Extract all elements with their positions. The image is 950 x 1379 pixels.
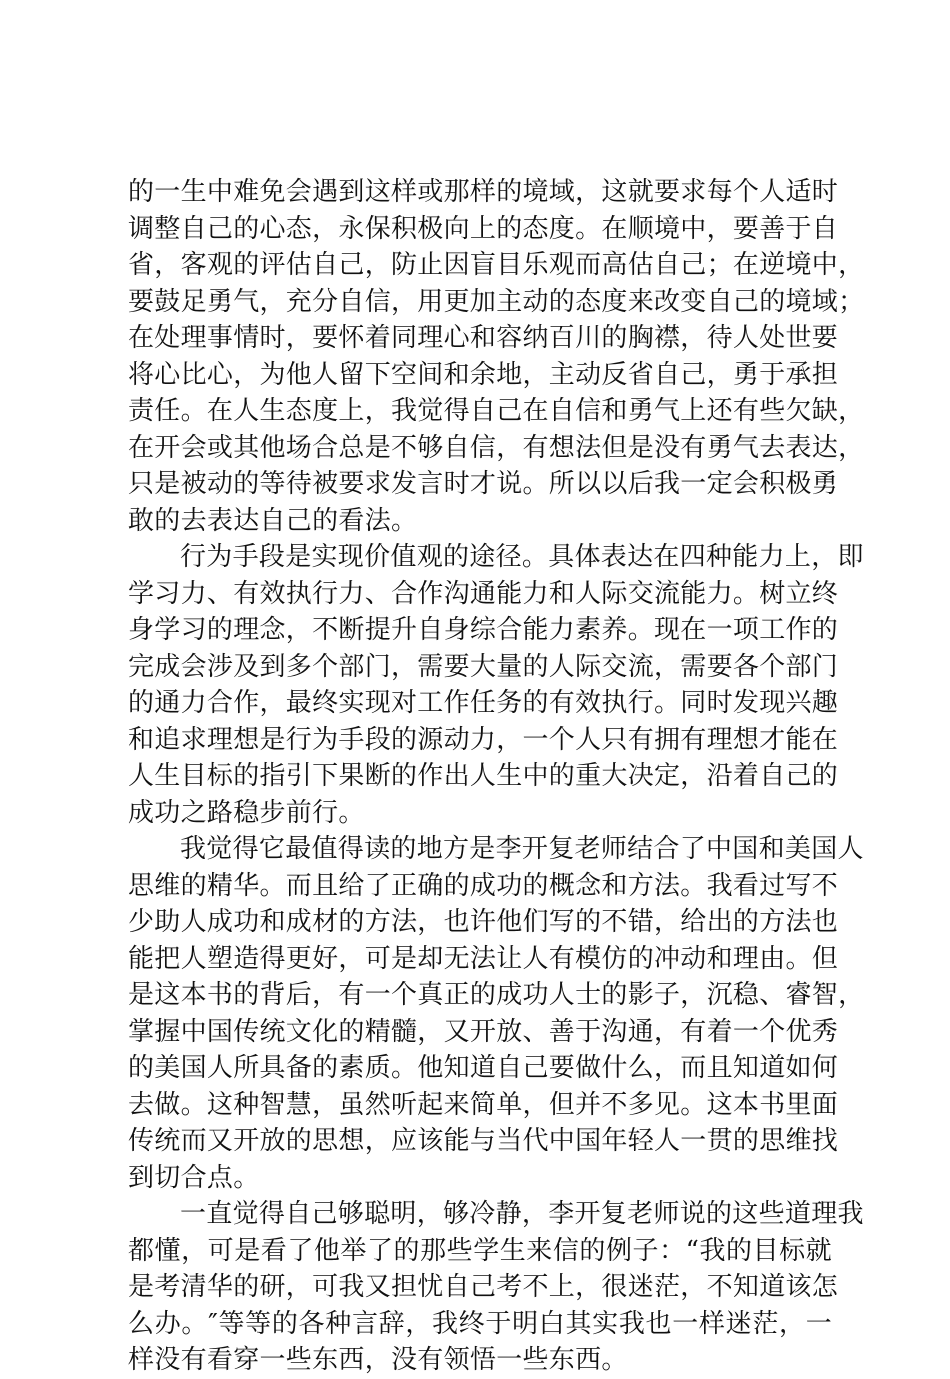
text-line: 要鼓足勇气，充分自信，用更加主动的态度来改变自己的境域； <box>128 286 865 317</box>
text-line: 省，客观的评估自己，防止因盲目乐观而高估自己；在逆境中， <box>128 250 865 280</box>
text-line: 掌握中国传统文化的精髓，又开放、善于沟通，有着一个优秀 <box>128 1016 839 1047</box>
text-line: 样没有看穿一些东西，没有领悟一些东西。 <box>128 1345 628 1375</box>
text-line: 只是被动的等待被要求发言时才说。所以以后我一定会积极勇 <box>128 469 839 499</box>
text-line: 敢的去表达自己的看法。 <box>128 505 418 536</box>
text-line: 是考清华的研，可我又担忧自己考不上，很迷茫，不知道该怎 <box>128 1272 839 1302</box>
text-line: 去做。这种智慧，虽然听起来简单，但并不多见。这本书里面 <box>128 1089 839 1120</box>
text-line: 调整自己的心态，永保积极向上的态度。在顺境中，要善于自 <box>128 213 839 244</box>
text-line: 学习力、有效执行力、合作沟通能力和人际交流能力。树立终 <box>128 578 839 609</box>
text-line: 到切合点。 <box>128 1162 260 1193</box>
paragraph-first-line: 我觉得它最值得读的地方是李开复老师结合了中国和美国人 <box>180 834 864 864</box>
text-line: 么办。″等等的各种言辞，我终于明白其实我也一样迷茫，一 <box>128 1308 832 1339</box>
text-line: 的一生中难免会遇到这样或那样的境域，这就要求每个人适时 <box>128 177 839 207</box>
text-line: 人生目标的指引下果断的作出人生中的重大决定，沿着自己的 <box>128 761 839 791</box>
text-line: 成功之路稳步前行。 <box>128 797 365 828</box>
text-line: 是这本书的背后，有一个真正的成功人士的影子，沉稳、睿智， <box>128 980 865 1010</box>
text-line: 完成会涉及到多个部门，需要大量的人际交流，需要各个部门 <box>128 651 839 682</box>
text-line: 身学习的理念，不断提升自身综合能力素养。现在一项工作的 <box>128 615 839 645</box>
paragraph-first-line: 行为手段是实现价值观的途径。具体表达在四种能力上，即 <box>180 542 864 572</box>
text-line: 和追求理想是行为手段的源动力，一个人只有拥有理想才能在 <box>128 724 839 755</box>
text-line: 将心比心，为他人留下空间和余地，主动反省自己，勇于承担 <box>128 359 839 390</box>
text-line: 能把人塑造得更好，可是却无法让人有模仿的冲动和理由。但 <box>128 943 839 974</box>
text-line: 思维的精华。而且给了正确的成功的概念和方法。我看过写不 <box>128 870 839 901</box>
paragraph-first-line: 一直觉得自己够聪明，够冷静，李开复老师说的这些道理我 <box>180 1199 864 1229</box>
text-line: 的美国人所具备的素质。他知道自己要做什么，而且知道如何 <box>128 1053 839 1083</box>
text-line: 传统而又开放的思想，应该能与当代中国年轻人一贯的思维找 <box>128 1126 839 1156</box>
text-line: 的通力合作，最终实现对工作任务的有效执行。同时发现兴趣 <box>128 688 839 718</box>
text-line: 都懂，可是看了他举了的那些学生来信的例子：“我的目标就 <box>128 1235 832 1266</box>
text-line: 在开会或其他场合总是不够自信，有想法但是没有勇气去表达， <box>128 432 865 463</box>
body-text <box>128 174 865 1379</box>
text-line: 少助人成功和成材的方法，也许他们写的不错，给出的方法也 <box>128 907 839 937</box>
text-line: 在处理事情时，要怀着同理心和容纳百川的胸襟，待人处世要 <box>128 323 839 353</box>
text-line: 责任。在人生态度上，我觉得自己在自信和勇气上还有些欠缺， <box>128 396 865 426</box>
